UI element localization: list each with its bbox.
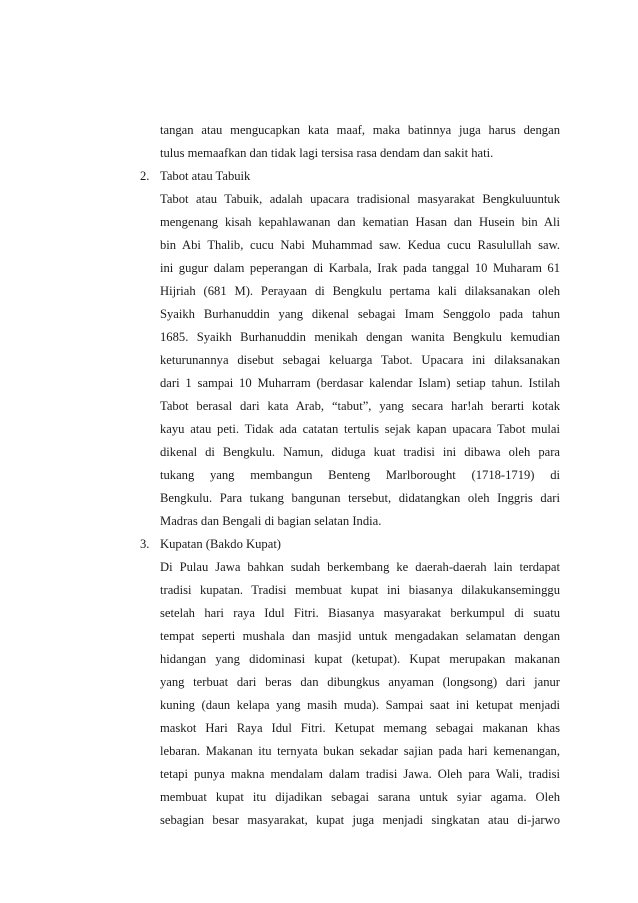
paragraph-line: sebagian besar masyarakat, kupat juga menjadi singkatan atau di-jarwo	[160, 813, 560, 827]
paragraph-line: Syaikh Burhanuddin yang dikenal sebagai Imam Senggolo pada tahun	[160, 307, 560, 321]
paragraph-line: tempat seperti mushala dan masjid untuk mengadakan selamatan dengan	[160, 629, 560, 643]
paragraph-line: membuat kupat itu dijadikan sebagai sarana untuk syiar agama. Oleh	[160, 790, 560, 804]
paragraph-line: maskot Hari Raya Idul Fitri. Ketupat memang sebagai makanan khas	[160, 721, 560, 735]
paragraph-line: Hijriah (681 M). Perayaan di Bengkulu pertama kali dilaksanakan oleh	[160, 284, 560, 298]
paragraph-line: Di Pulau Jawa bahkan sudah berkembang ke daerah-daerah lain terdapat	[160, 560, 560, 574]
paragraph-line: setelah hari raya Idul Fitri. Biasanya masyarakat berkumpul di suatu	[160, 606, 560, 620]
list-number: 2.	[140, 169, 150, 183]
paragraph-line: yang terbuat dari beras dan dibungkus anyaman (longsong) dari janur	[160, 675, 560, 689]
list-item-heading: Kupatan (Bakdo Kupat)	[160, 537, 282, 551]
paragraph-line: dikenal di Bengkulu. Namun, diduga kuat tradisi ini dibawa oleh para	[160, 445, 560, 459]
paragraph-line: tukang yang membangun Benteng Marlborought (1718-1719) di	[160, 468, 560, 482]
paragraph-line: mengenang kisah kepahlawanan dan kematian Hasan dan Husein bin Ali	[160, 215, 560, 229]
paragraph-line: tradisi kupatan. Tradisi membuat kupat ini biasanya dilakukanseminggu	[160, 583, 560, 597]
paragraph-line: Bengkulu. Para tukang bangunan tersebut, didatangkan oleh Inggris dari	[160, 491, 560, 505]
paragraph-line: dari 1 sampai 10 Muharram (berdasar kalendar Islam) setiap tahun. Istilah	[160, 376, 560, 390]
paragraph-line: kayu atau peti. Tidak ada catatan tertulis sejak kapan upacara Tabot mulai	[160, 422, 560, 436]
paragraph-line: keturunannya disebut sebagai keluarga Tabot. Upacara ini dilaksanakan	[160, 353, 560, 367]
paragraph-line: 1685. Syaikh Burhanuddin menikah dengan wanita Bengkulu kemudian	[160, 330, 560, 344]
paragraph-line: Tabot berasal dari kata Arab, “tabut”, yang secara har!ah berarti kotak	[160, 399, 560, 413]
paragraph-line: lebaran. Makanan itu ternyata bukan sekadar sajian pada hari kemenangan,	[160, 744, 560, 758]
list-item-heading: Tabot atau Tabuik	[160, 169, 251, 183]
paragraph-line: tangan atau mengucapkan kata maaf, maka batinnya juga harus dengan	[160, 123, 560, 137]
list-number: 3.	[140, 537, 150, 551]
paragraph-line: hidangan yang didominasi kupat (ketupat). Kupat merupakan makanan	[160, 652, 560, 666]
paragraph-line: tulus memaafkan dan tidak lagi tersisa rasa dendam dan sakit hati.	[160, 146, 494, 160]
paragraph-line: ini gugur dalam peperangan di Karbala, Irak pada tanggal 10 Muharam 61	[160, 261, 560, 275]
paragraph-line: bin Abi Thalib, cucu Nabi Muhammad saw. Kedua cucu Rasulullah saw.	[160, 238, 560, 252]
paragraph-line: Tabot atau Tabuik, adalah upacara tradisional masyarakat Bengkuluuntuk	[160, 192, 560, 206]
paragraph-line: kuning (daun kelapa yang masih muda). Sampai saat ini ketupat menjadi	[160, 698, 560, 712]
paragraph-line: Madras dan Bengali di bagian selatan India.	[160, 514, 382, 528]
paragraph-line: tetapi punya makna mendalam dalam tradisi Jawa. Oleh para Wali, tradisi	[160, 767, 560, 781]
